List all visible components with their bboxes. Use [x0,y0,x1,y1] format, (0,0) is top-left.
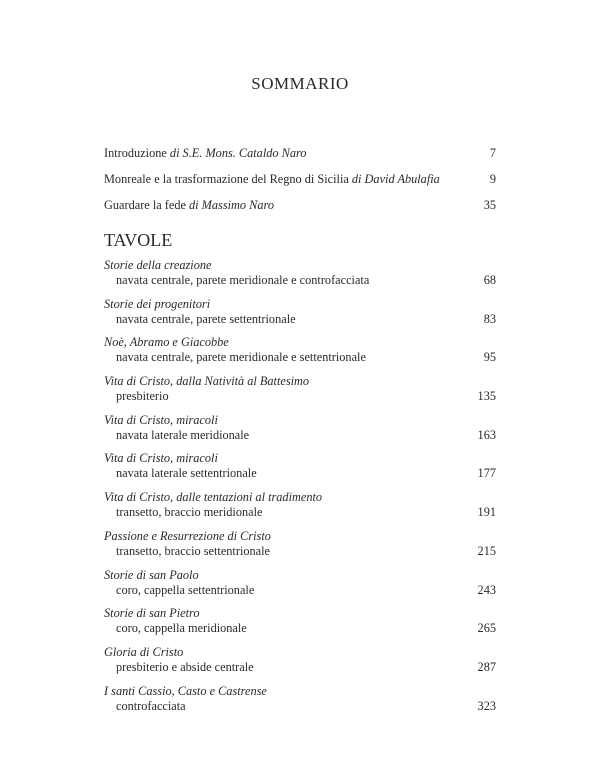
entry-title [104,145,306,171]
entry-location: navata centrale, parete settentrionale [116,311,296,326]
entry-subline [104,505,496,520]
entry-location: presbiterio [116,389,169,404]
entry-title: Storie dei progenitori [104,296,211,311]
entry-author: di Massimo Naro [189,198,274,212]
section-heading: TAVOLE [104,230,173,250]
page-number: 265 [477,621,496,636]
tavole-list [104,258,496,722]
page-number: 135 [477,389,496,404]
toc-entry[interactable] [104,568,496,607]
toc-entry[interactable] [104,145,496,171]
entry-subline [104,312,496,327]
entry-location: transetto, braccio meridionale [116,505,263,520]
toc-entry[interactable] [104,171,496,197]
toc-entry[interactable] [104,684,496,723]
page-number: 243 [477,582,496,597]
toc-entry[interactable] [104,335,496,374]
entry-location: coro, cappella meridionale [116,621,247,636]
intro-list [104,145,496,223]
toc-entry[interactable] [104,529,496,568]
entry-location: transetto, braccio settentrionale [116,543,270,558]
entry-subline [104,389,496,404]
toc-entry[interactable] [104,413,496,452]
toc-entry[interactable] [104,197,496,223]
page-number: 215 [477,543,496,558]
page-number: 68 [483,273,496,287]
entry-title [104,171,440,197]
entry-title: Vita di Cristo, dalla Natività al Battesimo [104,374,310,389]
entry-text: Introduzione [104,146,167,160]
entry-title: I santi Cassio, Casto e Castrense [104,683,267,698]
page-number: 35 [483,198,496,212]
page-number: 95 [483,350,496,365]
toc-entry[interactable] [104,645,496,684]
page-title: SOMMARIO [251,74,349,93]
entry-title: Noè, Abramo e Giacobbe [104,335,229,350]
toc-entry[interactable] [104,258,496,297]
page-number: 83 [483,311,496,326]
entry-title: Passione e Resurrezione di Cristo [104,528,271,543]
entry-text: Guardare la fede [104,198,186,212]
page-number: 7 [489,146,496,160]
entry-location: presbiterio e abside centrale [116,659,254,674]
entry-subline [104,583,496,598]
page-number: 9 [489,172,496,186]
toc-entry[interactable] [104,297,496,336]
entry-location: navata laterale settentrionale [116,466,257,481]
entry-subline [104,621,496,636]
entry-title: Vita di Cristo, miracoli [104,412,218,427]
toc-entry[interactable] [104,490,496,529]
page-number: 323 [477,698,496,713]
entry-author: di S.E. Mons. Cataldo Naro [169,146,307,160]
entry-subline [104,350,496,365]
toc-entry[interactable] [104,451,496,490]
toc-entry[interactable] [104,606,496,645]
entry-subline [104,544,496,559]
page-number: 177 [477,466,496,481]
entry-location: navata centrale, parete meridionale e settentrionale [116,350,366,365]
entry-location: controfacciata [116,698,186,713]
entry-title: Vita di Cristo, dalle tentazioni al tradimento [104,490,323,505]
toc-entry[interactable] [104,374,496,413]
entry-title: Storie di san Paolo [104,567,199,582]
entry-location: navata laterale meridionale [116,427,250,442]
entry-title: Vita di Cristo, miracoli [104,451,218,466]
entry-subline [104,466,496,481]
entry-subline [104,699,496,714]
entry-title: Gloria di Cristo [104,644,184,659]
entry-location: navata centrale, parete meridionale e controfacciata [116,273,370,287]
page-number: 163 [477,427,496,442]
entry-subline [104,428,496,443]
page-number: 191 [477,505,496,520]
entry-author: di David Abulafia [351,172,440,186]
entry-text: Monreale e la trasformazione del Regno di Sicilia [104,172,349,186]
page-number: 287 [477,659,496,674]
entry-title: Storie della creazione [104,258,212,272]
entry-location: coro, cappella settentrionale [116,582,255,597]
entry-title [104,197,274,223]
entry-title: Storie di san Pietro [104,606,200,621]
entry-subline [104,660,496,675]
entry-subline [104,273,496,288]
